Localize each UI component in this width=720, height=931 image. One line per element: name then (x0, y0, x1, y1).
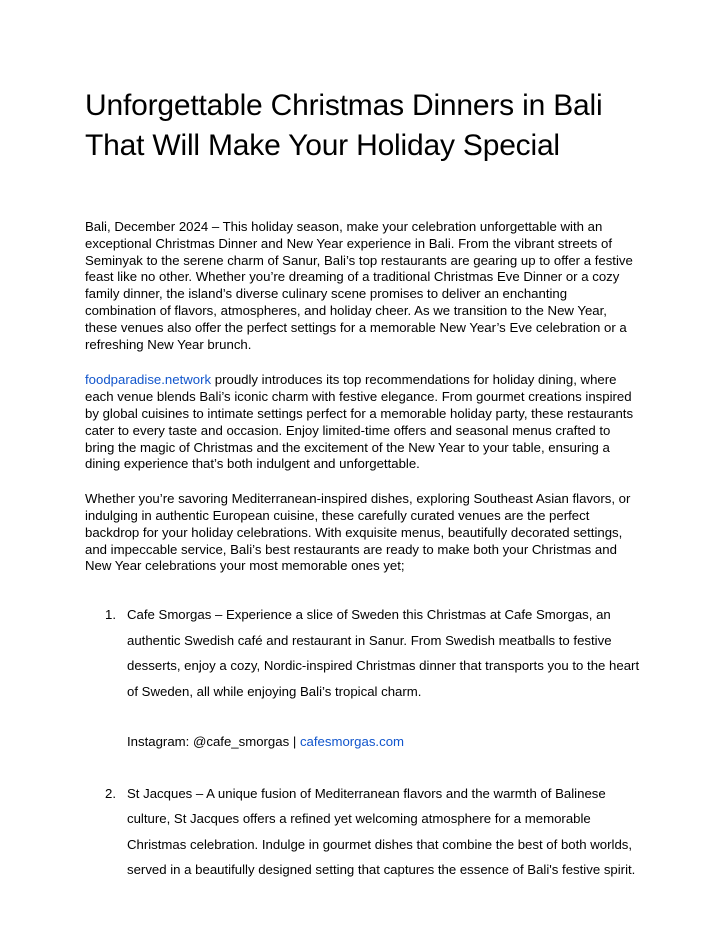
cafesmorgas-link[interactable]: cafesmorgas.com (299, 734, 405, 750)
list-item (85, 781, 640, 883)
instagram-handle: Instagram: @cafe_smorgas | (127, 734, 300, 750)
article-title: Unforgettable Christmas Dinners in Bali That Will Make Your Holiday Special (85, 89, 603, 162)
list-number: 1. (105, 607, 116, 623)
foodparadise-link[interactable]: foodparadise.network (85, 372, 212, 388)
list-number: 2. (105, 785, 116, 801)
instagram-line (127, 729, 640, 755)
list-item (85, 602, 640, 755)
recommendations-text: proudly introduces its top recommendations for holiday dining, where each venue blends Bali’s iconic charm with festive elegance. From gourmet creations inspired by global cuisines to intimate settings perfect for a memorable holiday party, these restaurants cater to every taste and occasion. Enjoy limited-time offers and seasonal menus crafted to bring the magic of Christmas and the excitement of the New Year to your table, ensuring a dining experience that’s both indulgent and unforgettable. (85, 372, 634, 472)
intro-paragraph: Bali, December 2024 – This holiday season, make your celebration unforgettable with an exceptional Christmas Dinner and New Year experience in Bali. From the vibrant streets of Seminyak to the serene charm of Sanur, Bali’s top restaurants are gearing up to offer a festive feast like no other. Whether you’re dreaming of a traditional Christmas Eve Dinner or a cozy family dinner, the island’s diverse culinary scene promises to deliver an enchanting combination of flavors, atmospheres, and holiday cheer. As we transition to the New Year, these venues also offer the perfect settings for a memorable New Year’s Eve celebration or a refreshing New Year brunch. (85, 219, 633, 352)
list-item-text: St Jacques – A unique fusion of Mediterranean flavors and the warmth of Balinese culture, St Jacques offers a refined yet welcoming atmosphere for a memorable Christmas celebration. Indulge in gourmet dishes that combine the best of both worlds, served in a beautifully designed setting that captures the essence of Bali's festive spirit. (127, 785, 636, 878)
document-page (85, 86, 640, 883)
list-item-text: Cafe Smorgas – Experience a slice of Sweden this Christmas at Cafe Smorgas, an authentic Swedish café and restaurant in Sanur. From Swedish meatballs to festive desserts, enjoy a cozy, Nordic-inspired Christmas dinner that transports you to the heart of Sweden, all while enjoying Bali’s tropical charm. (127, 607, 640, 699)
cuisines-paragraph: Whether you’re savoring Mediterranean-inspired dishes, exploring Southeast Asian flavors, or indulging in authentic European cuisine, these carefully curated venues are the perfect backdrop for your holiday celebrations. With exquisite menus, beautifully decorated settings, and impeccable service, Bali’s best restaurants are ready to make both your Christmas and New Year celebrations your most memorable ones yet; (85, 491, 631, 574)
recommendations-paragraph (85, 372, 640, 473)
restaurant-list (85, 602, 640, 883)
